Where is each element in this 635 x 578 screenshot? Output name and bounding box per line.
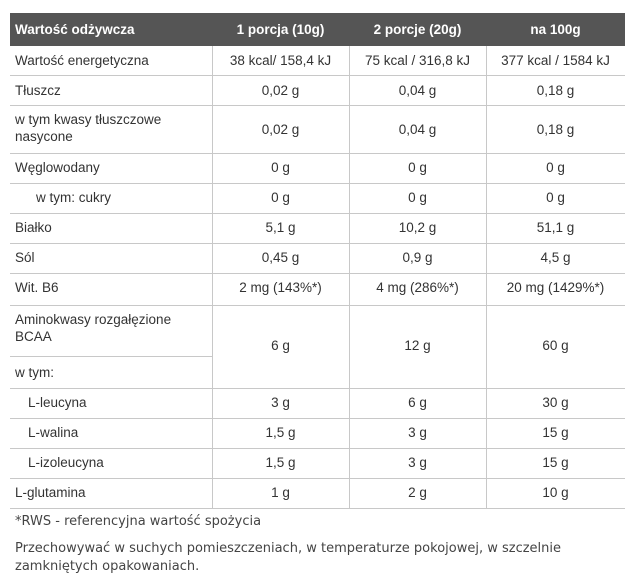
- grid-line: [10, 243, 625, 244]
- value-per-100g: 0 g: [546, 160, 565, 175]
- grid-line: [10, 273, 625, 274]
- value-portion-2: 0,9 g: [402, 250, 433, 265]
- value-portion-2: 2 g: [408, 485, 427, 500]
- value-portion-1: 0 g: [271, 190, 290, 205]
- value-per-100g: 60 g: [542, 338, 569, 353]
- grid-line: [10, 153, 625, 154]
- value-per-100g: 30 g: [542, 395, 569, 410]
- grid-line: [10, 305, 625, 306]
- grid-line: [10, 418, 625, 419]
- value-per-100g: 51,1 g: [536, 220, 575, 235]
- storage-note: Przechowywać w suchych pomieszczeniach, w temperaturze pokojowej, w szczelnie zamkniętych opakowaniach.: [15, 541, 562, 574]
- row-label: w tym kwasy tłuszczowe nasycone: [15, 112, 162, 144]
- row-label: Sól: [15, 250, 35, 265]
- value-per-100g: 4,5 g: [540, 250, 571, 265]
- value-portion-2: 75 kcal / 316,8 kJ: [364, 53, 471, 68]
- value-portion-1: 2 mg (143%*): [239, 280, 322, 295]
- grid-line: [10, 448, 625, 449]
- value-portion-2: 6 g: [408, 395, 427, 410]
- row-label: Węglowodany: [15, 160, 100, 175]
- value-portion-1: 3 g: [271, 395, 290, 410]
- value-portion-1: 0,02 g: [261, 122, 300, 137]
- value-portion-1: 0 g: [271, 160, 290, 175]
- value-portion-2: 12 g: [404, 338, 431, 353]
- grid-line: [10, 356, 212, 357]
- grid-line: [10, 508, 625, 509]
- grid-line: [10, 478, 625, 479]
- value-portion-2: 0,04 g: [398, 83, 437, 98]
- grid-line: [10, 388, 625, 389]
- value-portion-2: 3 g: [408, 455, 427, 470]
- value-portion-1: 1,5 g: [265, 455, 296, 470]
- header-portion-1: 1 porcja (10g): [236, 22, 325, 37]
- value-portion-1: 0,02 g: [261, 83, 300, 98]
- value-portion-1: 6 g: [271, 338, 290, 353]
- value-per-100g: 377 kcal / 1584 kJ: [501, 53, 610, 68]
- header-per-100g: na 100g: [530, 22, 581, 37]
- header-nutrient: Wartość odżywcza: [15, 22, 135, 37]
- value-portion-2: 3 g: [408, 425, 427, 440]
- value-portion-1: 38 kcal/ 158,4 kJ: [229, 53, 332, 68]
- value-portion-2: 0 g: [408, 160, 427, 175]
- row-label: L-walina: [28, 425, 79, 440]
- row-label: Wartość energetyczna: [15, 53, 149, 68]
- value-portion-1: 1,5 g: [265, 425, 296, 440]
- row-label: w tym:: [15, 365, 54, 380]
- value-per-100g: 0 g: [546, 190, 565, 205]
- grid-line: [486, 46, 487, 508]
- table-header: [10, 13, 625, 46]
- row-label: Aminokwasy rozgałęzione BCAA: [15, 312, 172, 344]
- row-label: Tłuszcz: [15, 83, 61, 98]
- row-label: L-glutamina: [15, 485, 86, 500]
- grid-line: [10, 213, 625, 214]
- value-per-100g: 20 mg (1429%*): [506, 280, 605, 295]
- value-portion-1: 5,1 g: [265, 220, 296, 235]
- value-per-100g: 15 g: [542, 455, 569, 470]
- footnote: *RWS - referencyjna wartość spożycia: [15, 514, 262, 529]
- row-label: w tym: cukry: [36, 190, 112, 205]
- value-per-100g: 0,18 g: [536, 122, 575, 137]
- value-per-100g: 0,18 g: [536, 83, 575, 98]
- row-label: L-izoleucyna: [28, 455, 104, 470]
- row-label: Białko: [15, 220, 52, 235]
- header-portion-2: 2 porcje (20g): [373, 22, 462, 37]
- grid-line: [10, 75, 625, 76]
- grid-line: [10, 183, 625, 184]
- grid-line: [349, 46, 350, 508]
- value-portion-2: 0,04 g: [398, 122, 437, 137]
- value-portion-1: 0,45 g: [261, 250, 300, 265]
- value-portion-1: 1 g: [271, 485, 290, 500]
- value-portion-2: 10,2 g: [398, 220, 437, 235]
- grid-line: [212, 46, 213, 508]
- row-label: Wit. B6: [15, 280, 59, 295]
- value-portion-2: 4 mg (286%*): [376, 280, 459, 295]
- value-per-100g: 15 g: [542, 425, 569, 440]
- value-per-100g: 10 g: [542, 485, 569, 500]
- row-label: L-leucyna: [28, 395, 87, 410]
- grid-line: [10, 105, 625, 106]
- value-portion-2: 0 g: [408, 190, 427, 205]
